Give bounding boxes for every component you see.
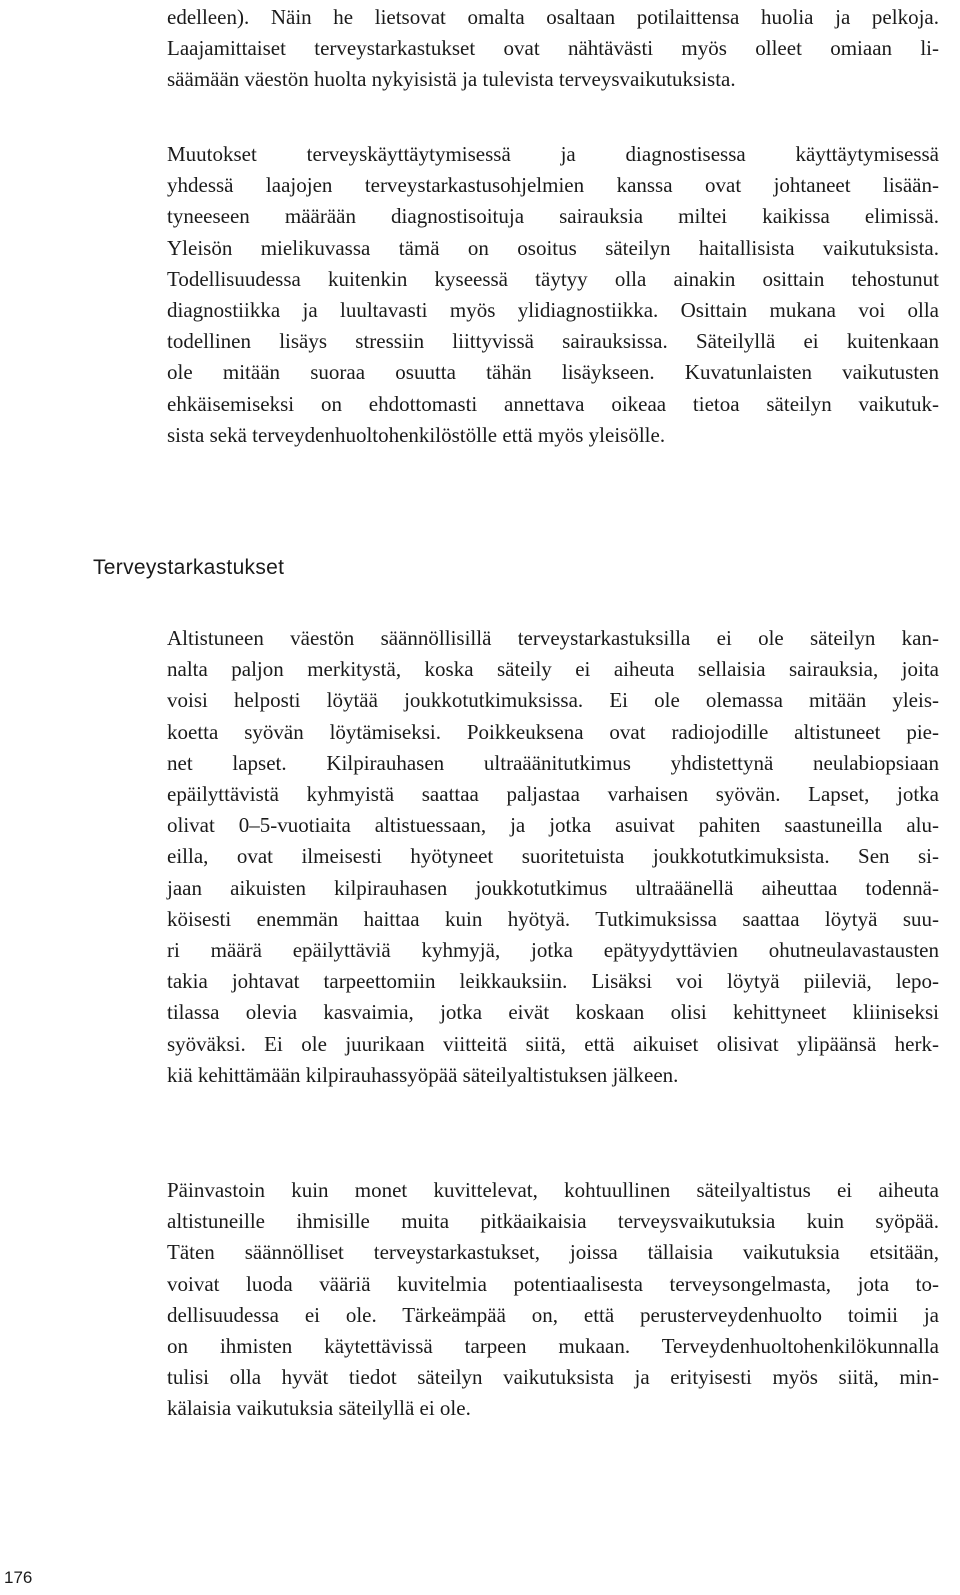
text-line: tyneeseen määrään diagnostisoituja sairauksia miltei kaikissa elimissä. [167, 204, 939, 229]
text-line: jaan aikuisten kilpirauhasen joukkotutkimus ultraäänellä aiheuttaa todennä- [167, 875, 939, 900]
text-line: yhdessä laajojen terveystarkastusohjelmien kanssa ovat johtaneet lisään- [167, 173, 939, 198]
body-paragraph [167, 1175, 939, 1425]
text-line: takia johtavat tarpeettomiin leikkauksiin. Lisäksi voi löytyä piileviä, lepo- [167, 969, 939, 994]
text-line: koetta syövän löytämiseksi. Poikkeuksena ovat radiojodille altistuneet pie- [167, 719, 939, 744]
text-line: olivat 0–5-vuotiaita altistuessaan, ja jotka asuivat pahiten saastuneilla alu- [167, 813, 939, 838]
text-line: tilassa olevia kasvaimia, jotka eivät koskaan olisi kehittyneet kliiniseksi [167, 1000, 939, 1025]
text-line: Todellisuudessa kuitenkin kyseessä täytyy olla ainakin osittain tehostunut [167, 266, 939, 291]
text-line: Yleisön mielikuvassa tämä on osoitus säteilyn haitallisista vaikutuksista. [167, 235, 939, 260]
text-line: ehkäisemiseksi on ehdottomasti annettava oikeaa tietoa säteilyn vaikutuk- [167, 391, 939, 416]
text-line: Täten säännölliset terveystarkastukset, joissa tällaisia vaikutuksia etsitään, [167, 1240, 939, 1265]
text-line: dellisuudessa ei ole. Tärkeämpää on, että perusterveydenhuolto toimii ja [167, 1302, 939, 1327]
text-line: voivat luoda vääriä kuvitelmia potentiaalisesta terveysongelmasta, jota to- [167, 1271, 939, 1296]
section-heading: Terveystarkastukset [93, 556, 285, 579]
text-line: epäilyttävistä kyhmyistä saattaa paljastaa varhaisen syövän. Lapset, jotka [167, 782, 939, 807]
text-line: ole mitään suoraa osuutta tähän lisäykseen. Kuvatunlaisten vaikutusten [167, 360, 939, 385]
text-line: sista sekä terveydenhuoltohenkilöstölle että myös yleisölle. [167, 422, 666, 447]
text-line: nalta paljon merkitystä, koska säteily ei aiheuta sellaisia sairauksia, joita [167, 657, 939, 682]
text-line: altistuneille ihmisille muita pitkäaikaisia terveysvaikutuksia kuin syöpää. [167, 1209, 939, 1234]
intro-paragraph [167, 2, 939, 96]
text-line: Päinvastoin kuin monet kuvittelevat, kohtuullinen säteilyaltistus ei aiheuta [167, 1178, 939, 1202]
text-line: edelleen). Näin he lietsovat omalta osaltaan potilaittensa huolia ja pelkoja. [167, 5, 939, 29]
text-line: todellinen lisäys stressiin liittyvissä sairauksissa. Säteilyllä ei kuitenkaan [167, 329, 939, 354]
text-line: voisi helposti löytää joukkotutkimuksissa. Ei ole olemassa mitään yleis- [167, 688, 939, 713]
text-line: tulisi olla hyvät tiedot säteilyn vaikutuksista ja erityisesti myös siitä, min- [167, 1365, 939, 1390]
text-line: säämään väestön huolta nykyisistä ja tulevista terveysvaikutuksista. [167, 67, 736, 92]
page-number: 176 [4, 1568, 33, 1587]
text-line: syöväksi. Ei ole juurikaan viitteitä siitä, että aikuiset olisivat ylipäänsä herk- [167, 1031, 939, 1056]
text-line: on ihmisten käytettävissä tarpeen mukaan. Terveydenhuoltohenkilökunnalla [167, 1334, 939, 1359]
text-line: eilla, ovat ilmeisesti hyötyneet suoritetuista joukkotutkimuksista. Sen si- [167, 844, 939, 869]
text-line: Laajamittaiset terveystarkastukset ovat nähtävästi myös olleet omiaan li- [167, 36, 939, 61]
body-paragraph [167, 139, 939, 451]
text-line: diagnostiikka ja luultavasti myös ylidiagnostiikka. Osittain mukana voi olla [167, 298, 939, 323]
text-line: kiä kehittämään kilpirauhassyöpää säteilyaltistuksen jälkeen. [167, 1062, 679, 1087]
body-paragraph [167, 623, 939, 1091]
text-line: kälaisia vaikutuksia säteilyllä ei ole. [167, 1396, 471, 1421]
text-line: Altistuneen väestön säännöllisillä terveystarkastuksilla ei ole säteilyn kan- [167, 626, 939, 650]
text-line: net lapset. Kilpirauhasen ultraäänitutkimus yhdistettynä neulabiopsiaan [167, 750, 939, 775]
text-line: Muutokset terveyskäyttäytymisessä ja diagnostisessa käyttäytymisessä [167, 142, 939, 166]
text-line: ri määrä epäilyttäviä kyhmyjä, jotka epätyydyttävien ohutneulavastausten [167, 938, 939, 963]
text-line: köisesti enemmän haittaa kuin hyötyä. Tutkimuksissa saattaa löytyä suu- [167, 906, 939, 931]
